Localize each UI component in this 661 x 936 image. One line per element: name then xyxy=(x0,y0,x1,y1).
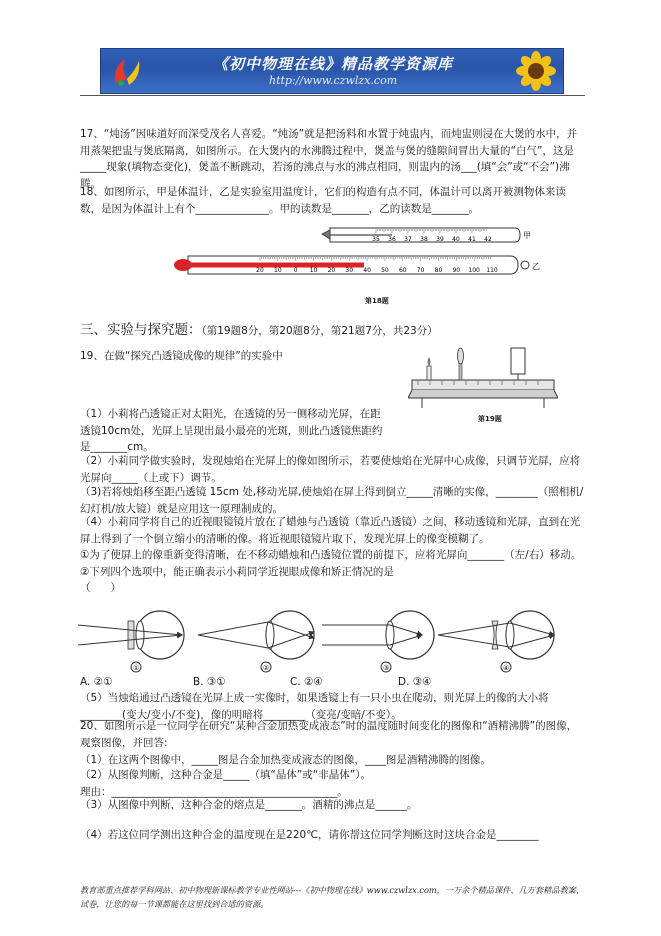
yi-tick-label: 110 xyxy=(486,267,498,274)
yi-tick-label: 10 xyxy=(309,267,318,274)
figure-caption-19: 第19题 xyxy=(478,415,502,423)
yi-tick-label: 100 xyxy=(468,267,480,274)
yi-tick-label: 20 xyxy=(256,267,264,274)
question-19-stem: 19、在做“探究凸透镜成像的规律”的实验中 xyxy=(80,350,283,362)
section-heading xyxy=(80,318,438,338)
jia-tick-label: 36 xyxy=(388,236,396,243)
banner-title: 《初中物理在线》精品教学资源库 xyxy=(213,55,454,73)
jia-tick-label: 40 xyxy=(452,236,460,243)
option-c: C. ②④ xyxy=(290,676,323,688)
section-title: 三、实验与探究题： xyxy=(80,322,202,338)
site-logo-icon xyxy=(109,53,143,89)
question-18: 18、如图所示，甲是体温计，乙是实验室用温度计，它们的构造有点不同，体温计可以离开被测物体来读数，是因为体温计上有个______________。甲的读数是_______，乙的读数是_______。 xyxy=(80,186,566,215)
option-a: A. ②① xyxy=(80,676,113,688)
sunflower-icon xyxy=(513,51,559,91)
thermometer-figure xyxy=(170,222,540,284)
header-rule xyxy=(80,95,585,96)
label-jia: 甲 xyxy=(523,231,531,240)
jia-tick-label: 41 xyxy=(468,236,476,243)
eye-diagram-1 xyxy=(78,611,184,672)
lab-thermometer xyxy=(174,256,518,274)
yi-tick-label: 70 xyxy=(416,267,425,274)
optical-bench-figure xyxy=(408,344,558,416)
page-footer: 教育部重点推荐学科网站、初中物理新课标教学专业性网站---《初中物理在线》www.czwlzx.com，一万余个精品课件、几万套精品教案、试卷，让您的每一节课都能在这里找到合适的资源。 xyxy=(80,885,585,909)
jia-tick-label: 38 xyxy=(420,236,428,243)
eye-diagram-3 xyxy=(322,611,434,672)
eye-label-4: ④ xyxy=(503,664,510,672)
jia-tick-label: 42 xyxy=(484,236,492,243)
question-19-part-5: （5）当烛焰通过凸透镜在光屏上成一实像时，如果透镜上有一只小虫在爬动，则光屏上的像的大小将________(变大/变小/不变)，像的明暗将________（变亮/变暗/不变）。 xyxy=(80,692,549,721)
question-20-part-4: （4）若这位同学测出这种合金的温度现在是220℃，请你帮这位同学判断这时这块合金是________ xyxy=(80,829,539,841)
section-note: （第19题8分，第20题8分，第21题7分，共23分） xyxy=(201,325,438,337)
clinical-thermometer xyxy=(322,228,520,243)
question-20-part-1: （1）在这两个图像中，_____图是合金加热变成液态的图像，____图是酒精沸腾的图像。 xyxy=(80,754,491,766)
question-20-part-3: （3）从图像中判断，这种合金的熔点是_______。酒精的沸点是______。 xyxy=(80,799,418,811)
yi-tick-label: 10 xyxy=(274,267,282,274)
yi-tick-label: 60 xyxy=(398,267,407,274)
question-19-part-1: （1）小莉将凸透镜正对太阳光，在透镜的另一侧移动光屏，在距透镜10cm处，光屏上呈现出最小最亮的光斑，则此凸透镜焦距约是_______cm。 xyxy=(80,408,383,453)
question-17: 17、“炖汤”因味道好而深受茂名人喜爱。“炖汤”就是把汤料和水置于炖盅内，而炖盅则浸在大煲的水中，并用蒸架把盅与煲底隔离，如图所示。在大煲内的水沸腾过程中，煲盖与煲的缝隙间冒出大量的“白气”，这是_____现象(填物态变化)，煲盖不断跳动，若汤的沸点与水的沸点相同，则盅内的汤___(填“会”或“不会”)沸腾。 xyxy=(80,128,578,190)
yi-tick-label: 30 xyxy=(345,267,354,274)
yi-tick-label: 50 xyxy=(381,267,389,274)
figure-caption-18: 第18题 xyxy=(365,297,389,305)
eye-diagram-2 xyxy=(198,611,314,672)
option-b: B. ③① xyxy=(193,676,226,688)
eye-label-1: ① xyxy=(133,664,140,672)
question-20-stem: 20、如图所示是一位同学在研究“某种合金加热变成液态”时的温度随时间变化的图像和“酒精沸腾”的图像，观察图像，并回答: xyxy=(80,720,578,749)
label-yi: 乙 xyxy=(532,262,540,271)
yi-tick-label: 0 xyxy=(293,267,298,274)
eye-diagram-4 xyxy=(438,611,554,672)
question-19-part-2: （2）小莉同学做实验时，发现烛焰在光屏上的像如图所示，若要使烛焰在光屏中心成像，只调节光屏，应将光屏向_____（上或下）调节。 xyxy=(80,455,581,484)
question-19-part-3: （3)若将烛焰移至距凸透镜 15cm 处,移动光屏,使烛焰在屏上得到倒立_____清晰的实像，________（照相机/幻灯机/放大镜）就是应用这一原理制成的。 xyxy=(80,486,584,515)
option-d: D. ③④ xyxy=(398,676,432,688)
jia-tick-label: 37 xyxy=(404,236,412,243)
eye-diagrams xyxy=(78,608,578,678)
yi-tick-label: 80 xyxy=(434,267,443,274)
question-19-part-4: （4）小莉同学将自己的近视眼镜镜片放在了蜡烛与凸透镜（靠近凸透镜）之间，移动透镜和光屏，直到在光屏上得到了一个倒立缩小的清晰的像。将近视眼镜镜片取下，发现光屏上的像变模糊了。 ①为了使屏上的像重新变得清晰，在不移动蜡烛和凸透镜位置的前提下，应将光屏向_______（左/右）移动。 ②下列四个选项中，能正确表示小莉同学近视眼成像和矫正情况的是 （ ） xyxy=(80,516,582,594)
jia-tick-label: 35 xyxy=(372,236,380,243)
banner-url: http://www.czwlzx.com xyxy=(269,74,398,87)
header-banner xyxy=(100,48,564,94)
question-20-part-2: （2）从图像判断，这种合金是_____（填“晶体”或“非晶体”）。 理由：___________________________________________。 xyxy=(80,769,371,798)
eye-label-3: ③ xyxy=(383,664,390,672)
jia-tick-label: 39 xyxy=(436,236,444,243)
yi-tick-label: 40 xyxy=(363,267,371,274)
eye-label-2: ② xyxy=(263,664,270,672)
yi-tick-label: 90 xyxy=(452,267,461,274)
yi-tick-label: 20 xyxy=(327,267,336,274)
